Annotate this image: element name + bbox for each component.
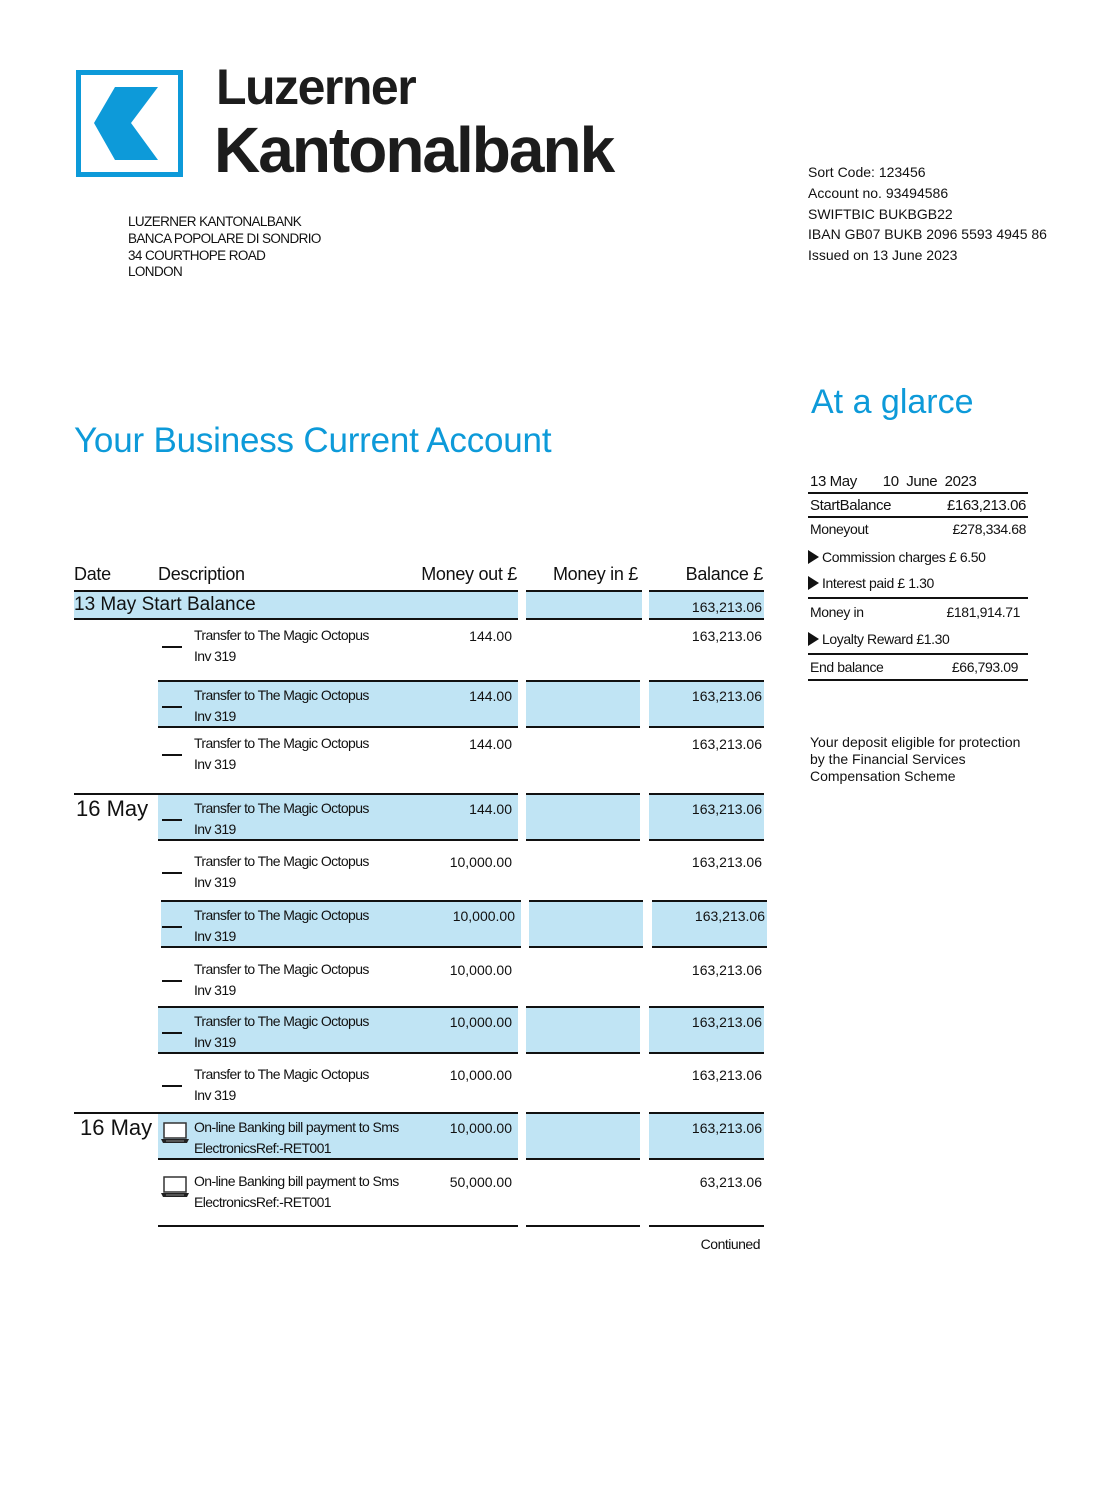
balance-amount: 163,213.06 [694, 908, 765, 924]
bank-name-line1: Luzerner [216, 59, 416, 115]
header-money-in: Money in £ [552, 564, 638, 584]
description-line: Transfer to The Magic Octopus [194, 735, 369, 751]
money-out-amount: 10,000.00 [449, 1014, 512, 1030]
row-fill [526, 1008, 640, 1052]
bank-address [128, 214, 321, 281]
transfer-dash-icon [162, 1032, 182, 1034]
divider [649, 618, 764, 620]
divider [74, 618, 518, 620]
money-out-label: Moneyout [810, 521, 869, 537]
account-info [808, 162, 1047, 266]
glance-start-balance [808, 494, 1028, 516]
transaction-description [194, 625, 424, 667]
transaction-description [194, 733, 424, 775]
money-out-amount: 10,000.00 [449, 854, 512, 870]
transaction-description [194, 685, 424, 727]
start-balance-fill [526, 592, 642, 618]
issue-date: Issued on 13 June 2023 [808, 247, 958, 264]
balance-amount: 163,213.06 [691, 854, 762, 870]
iban: IBAN GB07 BUKB 2096 5593 4945 86 [808, 226, 1047, 243]
page-title: Your Business Current Account [74, 421, 552, 460]
glance-interest [808, 569, 1028, 597]
laptop-icon [160, 1176, 190, 1198]
money-out-amount: 10,000.00 [449, 962, 512, 978]
balance-amount: 63,213.06 [699, 1174, 762, 1190]
row-fill [529, 902, 643, 946]
description-line: Transfer to The Magic Octopus [194, 853, 369, 869]
address-line: LUZERNER KANTONALBANK [128, 214, 302, 229]
divider [649, 1225, 764, 1227]
divider [526, 1158, 640, 1160]
money-out-amount: 144.00 [469, 801, 512, 817]
triangle-right-icon [808, 550, 819, 564]
start-balance-value: £163,213.06 [946, 496, 1026, 514]
description-line: Inv 319 [194, 756, 236, 772]
description-line: Inv 319 [194, 708, 236, 724]
balance-amount: 163,213.06 [691, 688, 762, 704]
address-line: 34 COURTHOPE ROAD [128, 247, 266, 263]
description-line: Inv 319 [194, 874, 236, 890]
bank-name-line2: Kantonalbank [214, 114, 614, 186]
transaction-description [194, 851, 424, 893]
interest-text: Interest paid £ 1.30 [822, 575, 934, 591]
divider [526, 839, 640, 841]
description-line: Transfer to The Magic Octopus [194, 687, 369, 703]
glance-commission [808, 540, 1028, 569]
description-line: Inv 319 [194, 1087, 236, 1103]
transaction-description [194, 798, 424, 840]
transfer-dash-icon [162, 819, 182, 821]
transaction-description [194, 1171, 424, 1213]
balance-amount: 163,213.06 [691, 736, 762, 752]
transfer-dash-icon [162, 872, 182, 874]
glance-summary [808, 470, 1028, 681]
description-line: On-line Banking bill payment to Sms [194, 1119, 399, 1135]
divider [526, 1052, 640, 1054]
transaction-description [194, 905, 424, 947]
glance-period [808, 470, 1028, 492]
money-out-value: £278,334.68 [952, 521, 1026, 537]
balance-amount: 163,213.06 [691, 962, 762, 978]
transfer-dash-icon [162, 646, 182, 648]
description-line: Inv 319 [194, 928, 236, 944]
row-fill [526, 795, 640, 839]
glance-money-in [808, 599, 1028, 625]
note-line: Your deposit eligible for protection [810, 734, 1021, 750]
description-line: Transfer to The Magic Octopus [194, 961, 369, 977]
divider [74, 793, 158, 795]
transaction-description [194, 1064, 424, 1106]
description-line: ElectronicsRef:-RET001 [194, 1194, 331, 1210]
transfer-dash-icon [162, 926, 182, 928]
start-balance-amount: 163,213.06 [691, 599, 762, 615]
divider [526, 726, 640, 728]
divider [526, 1225, 640, 1227]
sort-code: Sort Code: 123456 [808, 164, 926, 180]
header-money-out: Money out £ [421, 564, 517, 584]
balance-amount: 163,213.06 [691, 1120, 762, 1136]
header-date: Date [74, 564, 111, 584]
row-fill [526, 682, 640, 726]
balance-amount: 163,213.06 [691, 1067, 762, 1083]
money-out-amount: 10,000.00 [452, 908, 515, 924]
divider [649, 726, 764, 728]
money-out-amount: 10,000.00 [449, 1067, 512, 1083]
end-balance-label: End balance [810, 659, 884, 675]
description-line: Transfer to The Magic Octopus [194, 627, 369, 643]
glance-loyalty [808, 625, 1028, 653]
glance-money-out [808, 518, 1028, 540]
commission-text: Commission charges £ 6.50 [822, 549, 986, 565]
address-line: LONDON [128, 264, 183, 280]
description-line: On-line Banking bill payment to Sms [194, 1173, 399, 1189]
description-line: Transfer to The Magic Octopus [194, 800, 369, 816]
note-line: by the Financial Services [810, 751, 966, 767]
transfer-dash-icon [162, 1085, 182, 1087]
divider [649, 1052, 764, 1054]
divider [529, 946, 643, 948]
end-balance-value: £66,793.09 [951, 659, 1018, 675]
transaction-date: 16 May [80, 1115, 153, 1140]
glance-end-balance [808, 655, 1028, 679]
transaction-date: 16 May [76, 796, 149, 821]
start-balance-label: StartBalance [810, 496, 892, 514]
triangle-right-icon [808, 576, 819, 590]
divider [808, 679, 1028, 681]
description-line: Inv 319 [194, 1034, 236, 1050]
triangle-right-icon [808, 632, 819, 646]
description-line: Transfer to The Magic Octopus [194, 907, 369, 923]
balance-amount: 163,213.06 [691, 628, 762, 644]
balance-amount: 163,213.06 [691, 801, 762, 817]
laptop-icon [160, 1122, 190, 1144]
transaction-description [194, 1011, 424, 1053]
money-in-label: Money in [810, 604, 864, 620]
address-line: BANCA POPOLARE DI SONDRIO [128, 230, 321, 246]
divider [649, 1158, 764, 1160]
money-out-amount: 10,000.00 [449, 1120, 512, 1136]
balance-amount: 163,213.06 [691, 1014, 762, 1030]
bank-logo-mark [76, 70, 183, 177]
money-out-amount: 144.00 [469, 688, 512, 704]
start-balance-label: 13 May Start Balance [74, 594, 256, 615]
transaction-description [194, 1117, 424, 1159]
transfer-dash-icon [162, 980, 182, 982]
money-out-amount: 50,000.00 [449, 1174, 512, 1190]
account-number: Account no. 93494586 [808, 184, 949, 201]
description-line: Transfer to The Magic Octopus [194, 1066, 369, 1082]
description-line: Inv 319 [194, 648, 236, 664]
chevron-left-logo-icon [81, 75, 178, 172]
header-description: Description [158, 564, 245, 584]
description-line: Inv 319 [194, 982, 236, 998]
money-out-amount: 144.00 [469, 628, 512, 644]
continued-label: Contiuned [700, 1236, 760, 1252]
divider [649, 839, 764, 841]
divider [74, 1112, 158, 1114]
loyalty-text: Loyalty Reward £1.30 [822, 631, 950, 647]
divider [652, 946, 767, 948]
divider [158, 1225, 518, 1227]
money-out-amount: 144.00 [469, 736, 512, 752]
deposit-protection-note [810, 734, 1050, 785]
divider [526, 618, 642, 620]
header-balance: Balance £ [685, 564, 763, 584]
period-start: 13 May [810, 472, 857, 490]
note-line: Compensation Scheme [810, 768, 956, 784]
transfer-dash-icon [162, 706, 182, 708]
period-end: 10 June 2023 [882, 472, 977, 490]
transaction-description [194, 959, 424, 1001]
row-fill [526, 1114, 640, 1158]
glance-title: At a glarce [811, 383, 974, 421]
money-in-value: £181,914.71 [946, 604, 1020, 620]
description-line: ElectronicsRef:-RET001 [194, 1140, 331, 1156]
description-line: Transfer to The Magic Octopus [194, 1013, 369, 1029]
description-line: Inv 319 [194, 821, 236, 837]
transfer-dash-icon [162, 754, 182, 756]
swift-bic: SWIFTBIC BUKBGB22 [808, 205, 953, 222]
